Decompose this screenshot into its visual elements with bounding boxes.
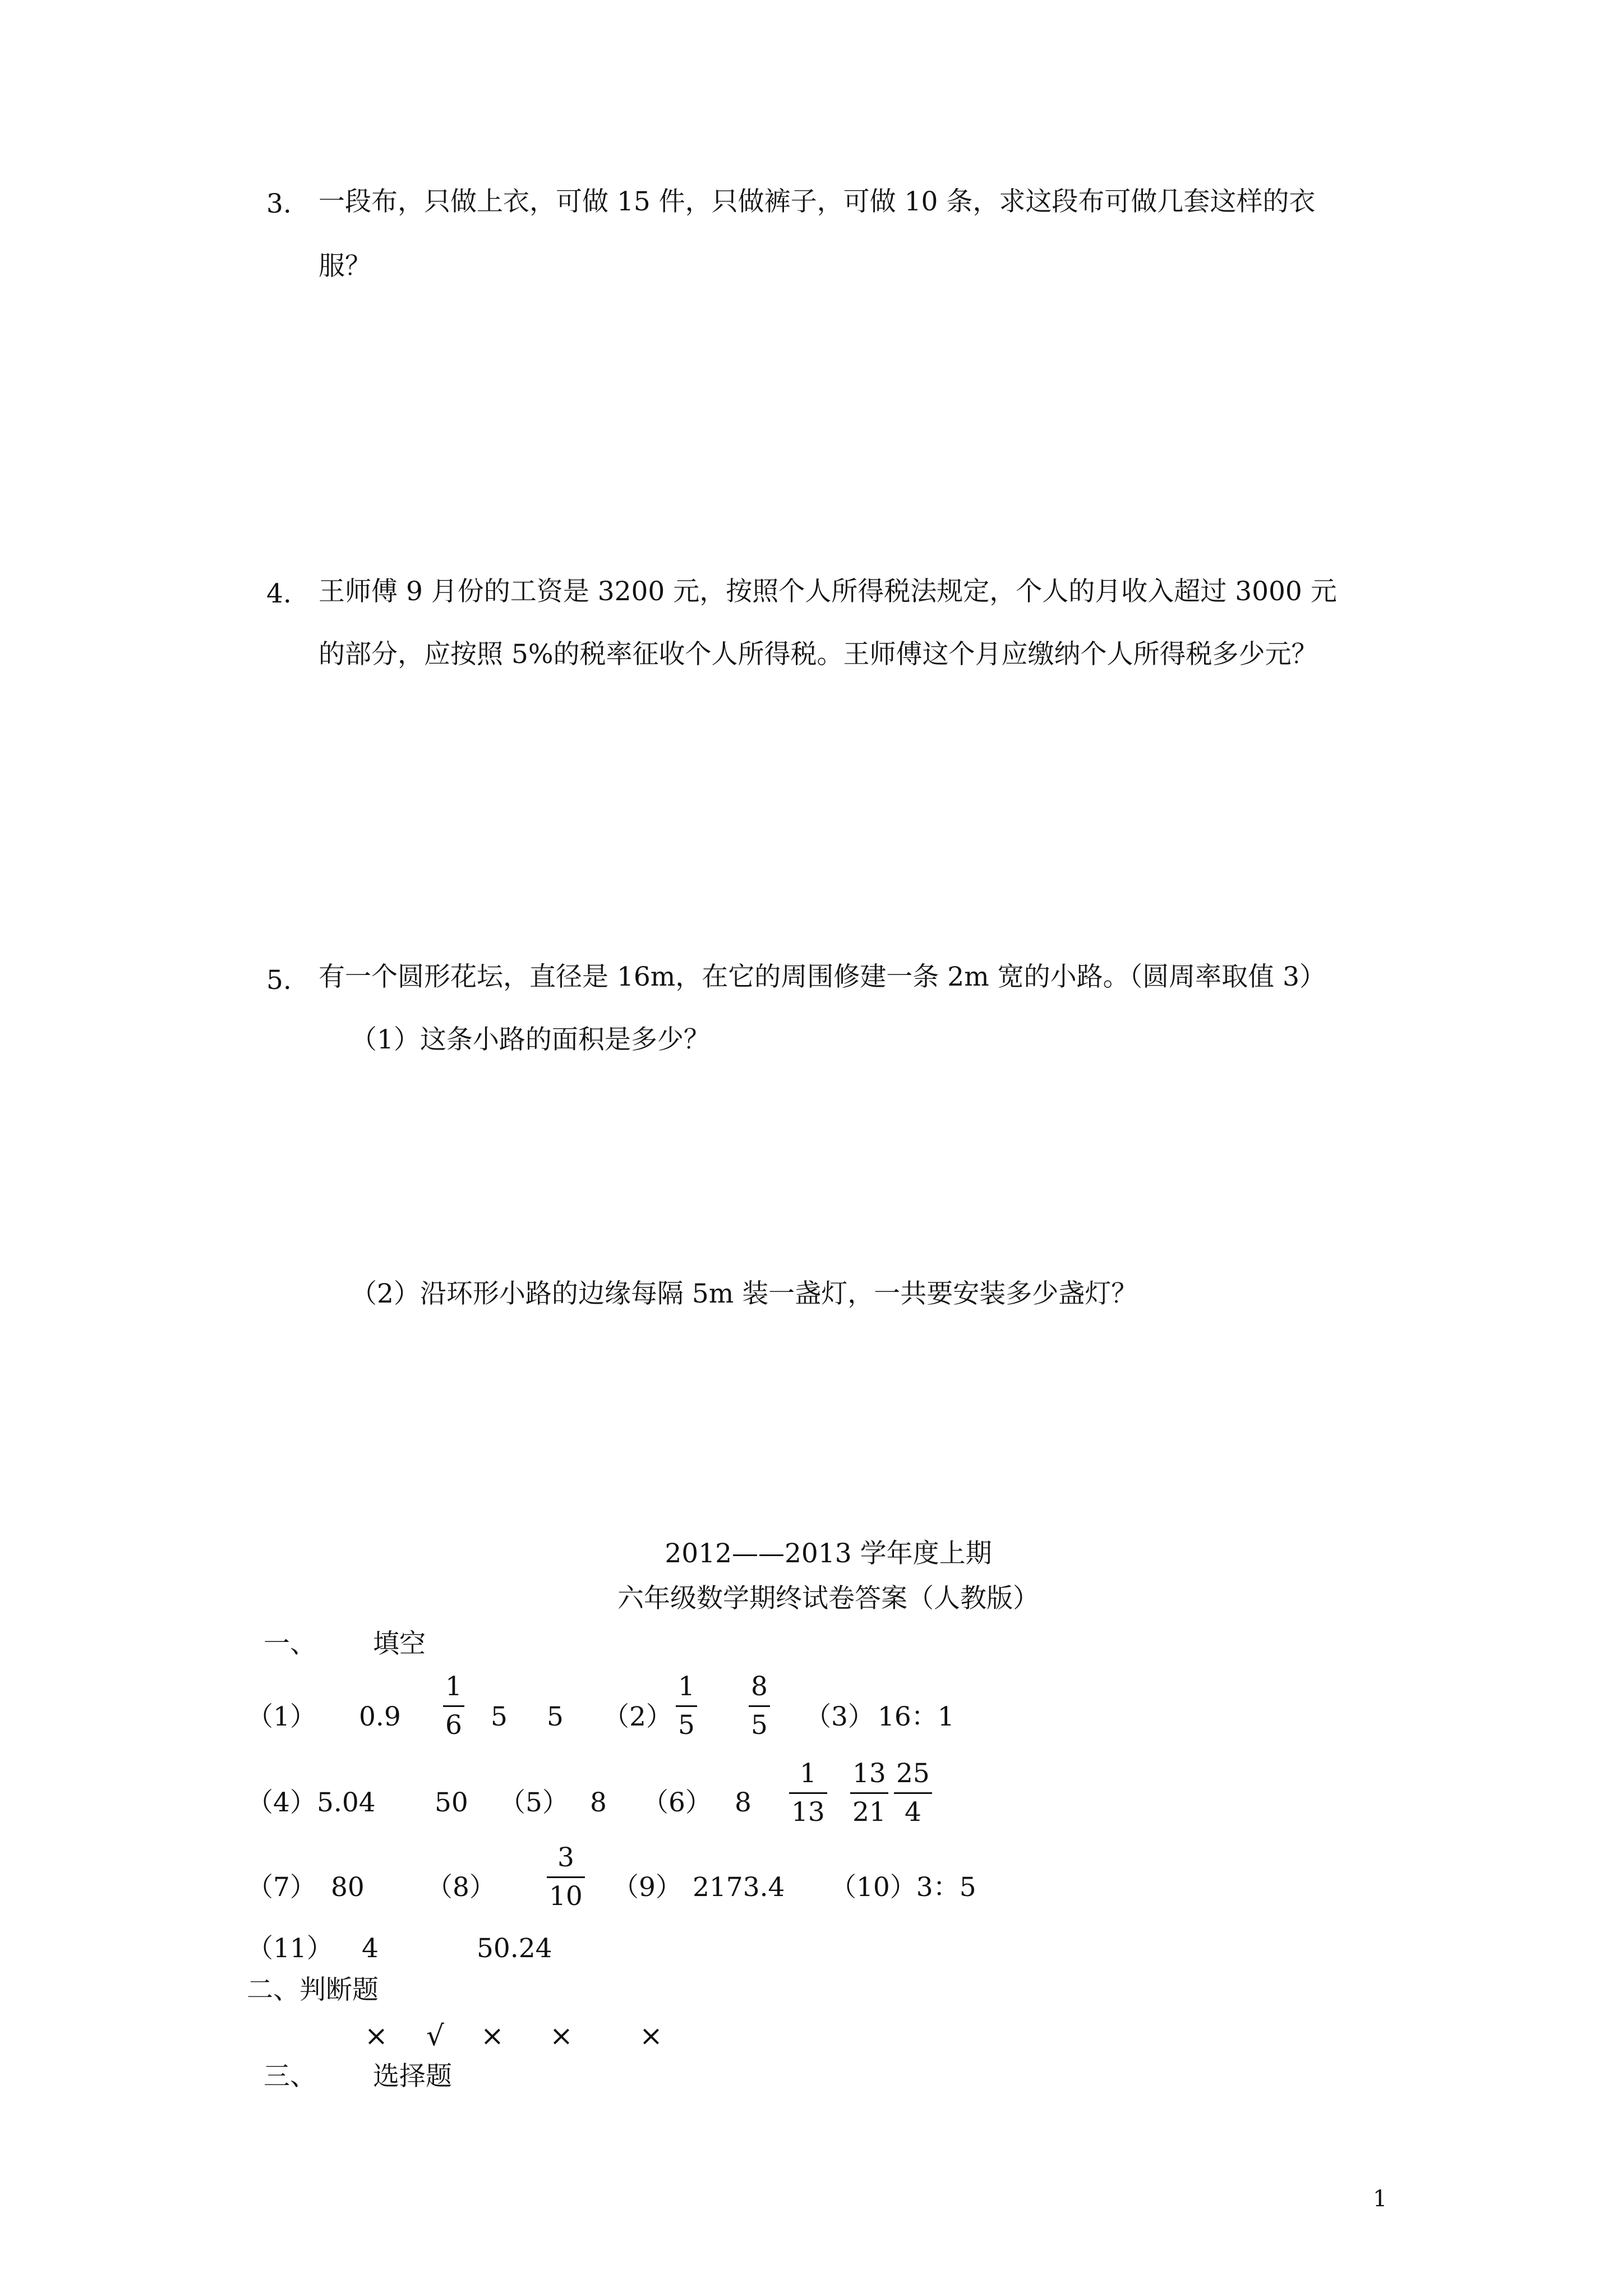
answer-label-11: （11） <box>247 1933 333 1964</box>
answer-value: 2173.4 <box>693 1872 785 1903</box>
answer-value: 50.24 <box>477 1933 552 1964</box>
fraction-bar <box>850 1792 888 1794</box>
judgment-mark: × <box>550 2019 573 2052</box>
answer-key-subtitle: 六年级数学期终试卷答案（人教版） <box>617 1583 1039 1614</box>
section-3-label: 选择题 <box>373 2061 452 2092</box>
answer-label-10: （10）3：5 <box>830 1872 976 1903</box>
answer-value: 50 <box>435 1787 468 1818</box>
fraction-numerator: 1 <box>678 1671 695 1702</box>
answer-fraction <box>894 1759 932 1828</box>
judgment-mark: × <box>365 2019 388 2052</box>
answer-label-1: （1） <box>247 1701 316 1732</box>
answer-label-5: （5） <box>499 1787 569 1818</box>
question-5-number: 5. <box>266 965 292 996</box>
judgment-mark: × <box>639 2019 663 2052</box>
fraction-numerator: 3 <box>557 1842 574 1873</box>
fraction-bar <box>894 1792 932 1794</box>
answer-fraction <box>789 1759 827 1828</box>
question-3-number: 3. <box>266 188 292 219</box>
answer-label-9: （9） <box>612 1872 682 1903</box>
answer-label-8: （8） <box>426 1872 496 1903</box>
fraction-bar <box>443 1705 464 1707</box>
fraction-denominator: 5 <box>751 1710 768 1741</box>
page-number: 1 <box>1373 2186 1387 2212</box>
answer-label-7: （7） <box>247 1872 316 1903</box>
answer-value: 5 <box>491 1701 508 1732</box>
answer-label-6: （6） <box>642 1787 712 1818</box>
fraction-denominator: 6 <box>445 1710 462 1741</box>
section-3-number: 三、 <box>264 2061 316 2092</box>
fraction-bar <box>789 1792 827 1794</box>
section-1-label: 填空 <box>373 1628 426 1659</box>
question-3-line-2: 服？ <box>319 251 371 282</box>
answer-value: 8 <box>590 1787 607 1818</box>
answer-value: 16：1 <box>878 1701 955 1732</box>
answer-label-3: （3） <box>805 1701 874 1732</box>
fraction-numerator: 25 <box>896 1758 930 1789</box>
fraction-numerator: 1 <box>445 1671 462 1702</box>
fraction-numerator: 13 <box>852 1758 886 1789</box>
answer-fraction <box>676 1672 697 1741</box>
answer-fraction <box>443 1672 464 1741</box>
section-2-heading: 二、判断题 <box>247 1975 379 2005</box>
fraction-bar <box>547 1876 585 1878</box>
answer-value: 8 <box>735 1787 751 1818</box>
question-5-subquestion-2: （2）沿环形小路的边缘每隔 5m 装一盏灯，一共要安装多少盏灯？ <box>351 1278 1138 1309</box>
answer-value: 5.04 <box>317 1787 376 1818</box>
question-4-number: 4. <box>266 578 292 609</box>
judgment-mark: √ <box>426 2019 444 2052</box>
answer-fraction <box>547 1843 585 1912</box>
fraction-denominator: 13 <box>791 1797 825 1828</box>
judgment-mark: × <box>481 2019 504 2052</box>
answer-value: 5 <box>547 1701 564 1732</box>
fraction-numerator: 1 <box>799 1758 817 1789</box>
answer-value: 80 <box>331 1872 365 1903</box>
fraction-bar <box>676 1705 697 1707</box>
answer-label-2: （2） <box>603 1701 672 1732</box>
answer-fraction <box>850 1759 888 1828</box>
fraction-numerator: 8 <box>751 1671 768 1702</box>
question-4-line-1: 王师傅 9 月份的工资是 3200 元，按照个人所得税法规定，个人的月收入超过 3000 元 <box>319 576 1337 607</box>
fraction-denominator: 4 <box>904 1797 921 1828</box>
fraction-denominator: 5 <box>678 1710 695 1741</box>
fraction-denominator: 21 <box>852 1797 886 1828</box>
question-5-subquestion-1: （1）这条小路的面积是多少？ <box>351 1024 710 1055</box>
answer-key-title: 2012——2013 学年度上期 <box>665 1538 992 1569</box>
answer-fraction <box>749 1672 770 1741</box>
answer-label-4: （4） <box>247 1787 316 1818</box>
fraction-bar <box>749 1705 770 1707</box>
answer-value: 4 <box>362 1933 379 1964</box>
answer-value: 0.9 <box>359 1701 401 1732</box>
question-5-line-1: 有一个圆形花坛，直径是 16m，在它的周围修建一条 2m 宽的小路。（圆周率取值 3） <box>319 961 1326 992</box>
question-4-line-2: 的部分，应按照 5%的税率征收个人所得税。王师傅这个月应缴纳个人所得税多少元？ <box>319 639 1318 670</box>
fraction-denominator: 10 <box>549 1881 583 1912</box>
question-3-line-1: 一段布，只做上衣，可做 15 件，只做裤子，可做 10 条，求这段布可做几套这样的衣 <box>319 186 1316 217</box>
section-1-number: 一、 <box>264 1628 316 1659</box>
